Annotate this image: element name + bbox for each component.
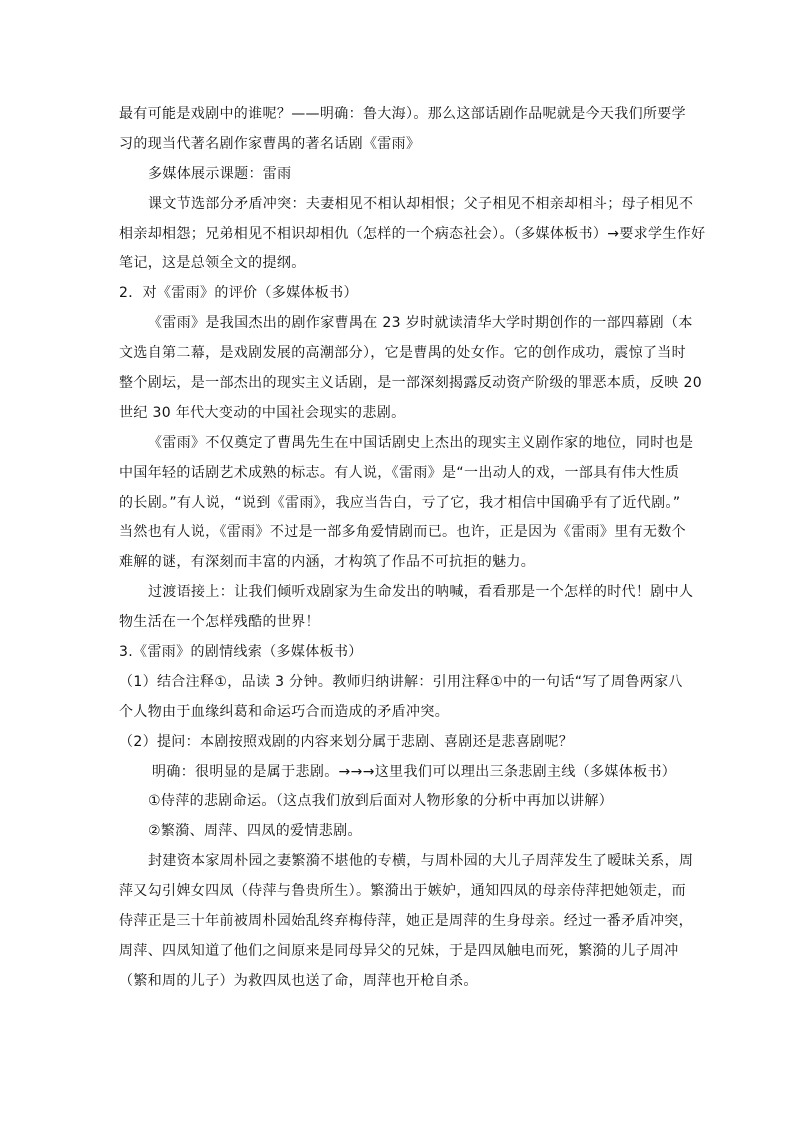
text-line: 萍又勾引婢女四凤（侍萍与鲁贵所生）。繁漪出于嫉妒，通知四凤的母亲侍萍把她领走，而 — [119, 883, 686, 900]
text-line: 中国年轻的话剧艺术成熟的标志。有人说，《雷雨》是“一出动人的戏，一部具有伟大性质 — [119, 464, 680, 481]
text-line: 整个剧坛，是一部杰出的现实主义话剧，是一部深刻揭露反动资产阶级的罪恶本质，反映 20 — [119, 375, 702, 392]
text-line: 《雷雨》不仅奠定了曹禺先生在中国话剧史上杰出的现实主义剧作家的地位，同时也是 — [148, 434, 694, 451]
text-line: 相亲却相怨；兄弟相见不相识却相仇（怎样的一个病态社会）。（多媒体板书）→要求学生作好 — [119, 225, 706, 242]
text-line: 封建资本家周朴园之妻繁漪不堪他的专横，与周朴园的大儿子周萍发生了暧昧关系，周 — [148, 853, 694, 870]
list-item: ②繁漪、周萍、四凤的爱情悲剧。 — [148, 823, 362, 840]
text-line: 当然也有人说，《雷雨》不过是一部多角爱情剧而已。也许，正是因为《雷雨》里有无数个 — [119, 524, 686, 541]
text-line: 笔记，这是总领全文的提纲。 — [119, 255, 306, 272]
text-line: 个人物由于血缘纠葛和命运巧合而造成的矛盾冲突。 — [119, 703, 450, 720]
section-heading: 2．对《雷雨》的评价（多媒体板书） — [119, 285, 358, 302]
text-line: 多媒体展示课题：雷雨 — [148, 165, 292, 182]
text-line: 明确：很明显的是属于悲剧。→→→这里我们可以理出三条悲剧主线（多媒体板书） — [152, 763, 677, 780]
text-line: （繁和周的儿子）为救四凤也送了命，周萍也开枪自杀。 — [119, 972, 478, 989]
text-line: 世纪 30 年代大变动的中国社会现实的悲剧。 — [119, 404, 406, 421]
list-item: ①侍萍的悲剧命运。（这点我们放到后面对人物形象的分析中再加以讲解） — [148, 793, 614, 810]
text-line: （1）结合注释①，品读 3 分钟。教师归纳讲解：引用注释①中的一句话“写了周鲁两家八 — [119, 673, 683, 690]
text-line: （2）提问：本剧按照戏剧的内容来划分属于悲剧、喜剧还是悲喜剧呢？ — [119, 733, 574, 750]
document-body — [119, 100, 706, 997]
section-heading: 3.《雷雨》的剧情线索（多媒体板书） — [119, 644, 363, 661]
text-line: 最有可能是戏剧中的谁呢？——明确：鲁大海）。那么这部话剧作品呢就是今天我们所要学 — [119, 106, 686, 122]
text-line: 周萍、四凤知道了他们之间原来是同母异父的兄妹，于是四凤触电而死，繁漪的儿子周冲 — [119, 942, 679, 959]
text-line: 侍萍正是三十年前被周朴园始乱终弃梅侍萍，她正是周萍的生身母亲。经过一番矛盾冲突， — [119, 913, 693, 930]
text-line: 物生活在一个怎样残酷的世界！ — [119, 614, 320, 631]
text-line: 习的现当代著名剧作家曹禺的著名话剧《雷雨》 — [119, 135, 421, 152]
text-line: 过渡语接上：让我们倾听戏剧家为生命发出的呐喊，看看那是一个怎样的时代！剧中人 — [148, 584, 694, 601]
text-line: 《雷雨》是我国杰出的剧作家曹禺在 23 岁时就读清华大学时期创作的一部四幕剧（本 — [148, 315, 693, 332]
text-line: 文选自第二幕，是戏剧发展的高潮部分），它是曹禺的处女作。它的创作成功，震惊了当时 — [119, 345, 686, 362]
text-line: 的长剧。”有人说，“说到《雷雨》，我应当告白，亏了它，我才相信中国确乎有了近代剧。” — [119, 494, 681, 511]
text-line: 难解的谜，有深刻而丰富的内涵，才构筑了作品不可抗拒的魅力。 — [119, 554, 536, 571]
text-line: 课文节选部分矛盾冲突：夫妻相见不相认却相恨；父子相见不相亲却相斗；母子相见不 — [148, 195, 694, 212]
